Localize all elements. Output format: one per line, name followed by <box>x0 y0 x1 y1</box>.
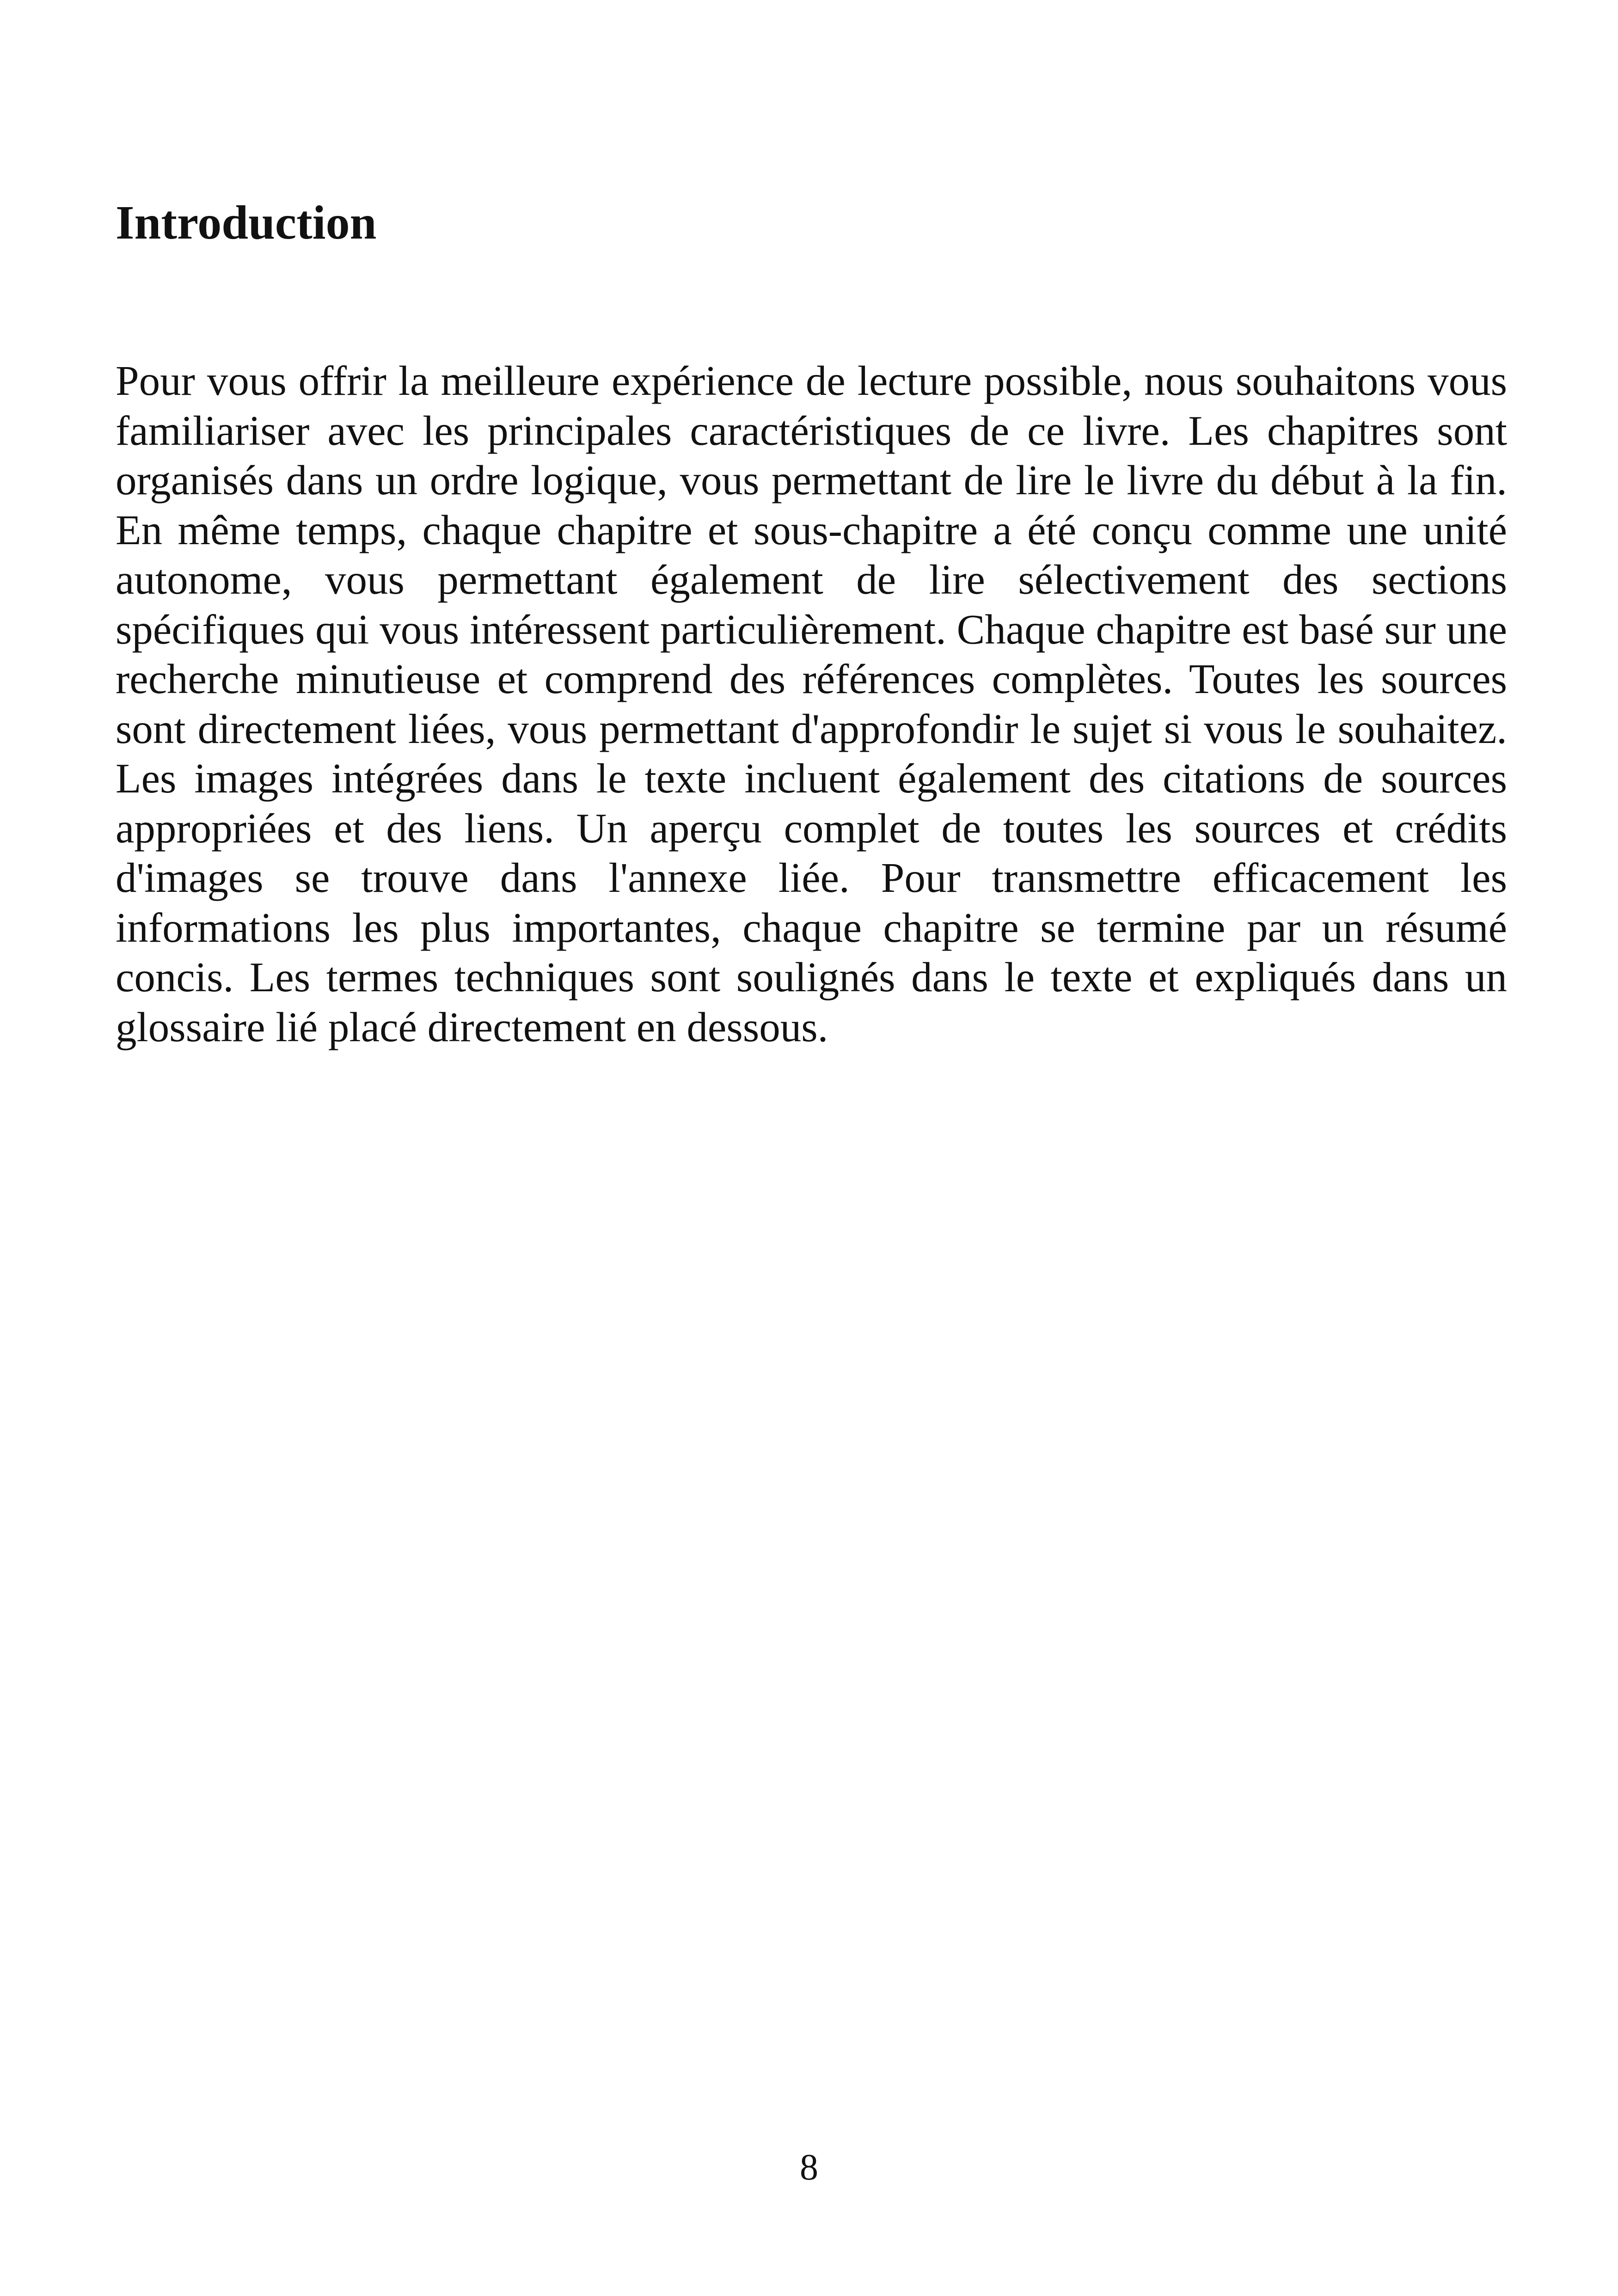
body-paragraph: Pour vous offrir la meilleure expérience de lecture possible, nous souhaitons vous familiariser avec les principales caractéristiques de ce livre. Les chapitres sont organisés dans un ordre logique, vous permettant de lire le livre du début à la fin. En même temps, chaque chapitre et sous-chapitre a été conçu comme une unité autonome, vous permettant également de lire sélectivement des sections spécifiques qui vous intéressent particulièrement. Chaque chapitre est basé sur une recherche minutieuse et comprend des références complètes. Toutes les sources sont directement liées, vous permettant d'approfondir le sujet si vous le souhaitez. Les images intégrées dans le texte incluent également des citations de sources appropriées et des liens. Un aperçu complet de toutes les sources et crédits d'images se trouve dans l'annexe liée. Pour transmettre efficacement les informations les plus importantes, chaque chapitre se termine par un résumé concis. Les termes techniques sont soulignés dans le texte et expliqués dans un glossaire lié placé directement en dessous. <box>116 357 1507 1050</box>
page-title: Introduction <box>116 196 377 249</box>
page-number: 8 <box>800 2147 818 2188</box>
